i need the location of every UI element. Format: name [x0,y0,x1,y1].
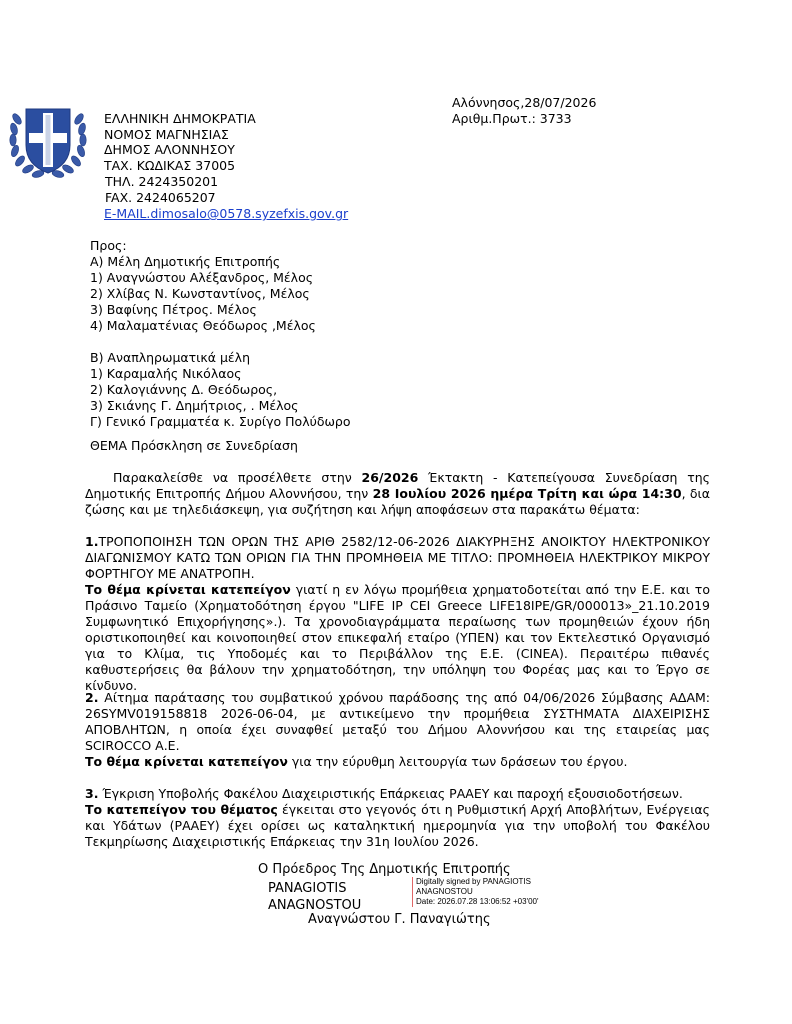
digital-signature-line: Digitally signed by PANAGIOTIS [416,877,532,886]
recipient-item: 2) Χλίβας Ν. Κωνσταντίνος, Μέλος [90,286,310,301]
header-line: FAX. 2424065207 [105,190,216,205]
recipient-item: 1) Καραμαλής Νικόλαος [90,366,242,381]
agenda-item-1 [85,534,710,582]
recipient-item: Α) Μέλη Δημοτικής Επιτροπής [90,254,281,269]
digital-signature-stamp [412,877,539,907]
item-title: ΤΡΟΠΟΠΟΙΗΣΗ ΤΩΝ ΟΡΩΝ ΤΗΣ ΑΡΙΘ 2582/12-06-2026 ΔΙΑΚΥΡΗΞΗΣ ΑΝΟΙΚΤΟΥ ΗΛΕΚΤΡΟΝΙΚΟΥ ΔΙΑΓΩΝΙΣΜΟΥ ΚΑΤΩ ΤΩΝ ΟΡΙΩΝ ΓΙΑ ΤΗΝ ΠΡΟΜΗΘΕΙΑ ΜΕ ΤΙΤΛΟ: ΠΡΟΜΗΘΕΙΑ ΗΛΕΚΤΡΙΚΟΥ ΜΙΚΡΟΥ ΦΟΡΤΗΓΟΥ ΜΕ ΑΝΑΤΡΟΠΗ. [85,534,710,581]
item-number: 3. [85,786,99,801]
header-line: ΕΛΛΗΝΙΚΗ ΔΗΜΟΚΡΑΤΙΑ [104,111,256,126]
item-title: Έγκριση Υποβολής Φακέλου Διαχειριστικής Επάρκειας ΡΑΑΕΥ και παροχή εξουσιοδοτήσεων. [98,786,683,801]
greek-coat-of-arms-icon [8,95,88,181]
item-title: Αίτημα παράτασης του συμβατικού χρόνου παράδοσης της από 04/06/2026 Σύμβασης ΑΔΑΜ: 26SYMV019158818 2026-06-04, με αντικείμενο την προμήθεια ΣΥΣΤΗΜΑΤΑ ΔΙΑΧΕΙΡΙΣΗΣ ΑΠΟΒΛΗΤΩΝ, η οποία έχει συναφθεί μεταξύ του Δήμου Αλοννήσου και της εταιρείας μας SCIROCCO Α.Ε. [85,690,710,753]
header-line: ΤΑΧ. ΚΩΔΙΚΑΣ 37005 [104,158,236,173]
agenda-item-1-urgency [85,582,710,694]
recipient-item: 4) Μαλαματένιας Θεόδωρος ,Μέλος [90,318,316,333]
printed-signer-name: Αναγνώστου Γ. Παναγιώτης [308,912,491,927]
to-label: Προς: [90,238,127,253]
item-number: 1. [85,534,99,549]
urgency-text: γιατί η εν λόγω προμήθεια χρηματοδοτείται από την Ε.Ε. και το Πράσινο Ταμείο (Χρηματοδότηση έργου "LIFE IP CEI Greece LIFE18IPE/GR/000013»_21.10.2019 Συμφωνητικό Επιχορήγησης».). Τα χρονοδιαγράμματα περαίωσης των προμηθειών έχουν ήδη οριστικοποιηθεί και κοινοποιηθεί στον επικεφαλή εταίρο (ΥΠΕΝ) και τον Εκτελεστικό Οργανισμό για το Κλίμα, τις Υποδομές και το Περιβάλλον της Ε.Ε. (CINEA). Περαιτέρω πιθανές καθυστερήσεις θα βάλουν την χρηματοδότηση, την υπόληψη του Φορέας μας και το Έργο σε κίνδυνο. [85,582,710,693]
intro-text: Έκτακτη - Κατεπείγουσα Συνεδρίαση της Δημοτικής Επιτροπής Δήμου Αλοννήσου, την [85,470,710,501]
agenda-item-2-urgency [85,754,710,770]
recipient-item: 3) Βαφίνης Πέτρος. Μέλος [90,302,257,317]
signer-name-line1: PANAGIOTIS [268,881,347,896]
item-number: 2. [85,690,99,705]
header-line: ΤΗΛ. 2424350201 [105,174,219,189]
header-line: ΔΗΜΟΣ ΑΛΟΝΝΗΣΟΥ [104,142,235,157]
intro-paragraph [85,470,710,518]
agenda-item-3-urgency [85,802,710,850]
session-datetime: 28 Ιουλίου 2026 ημέρα Τρίτη και ώρα 14:30 [372,486,682,501]
recipient-item: 1) Αναγνώστου Αλέξανδρος, Μέλος [90,270,314,285]
agenda-item-3 [85,786,710,802]
urgency-label: Το κατεπείγον του θέματος [85,802,278,817]
urgency-label: Το θέμα κρίνεται κατεπείγον [85,582,291,597]
intro-text: , δια ζώσης και με τηλεδιάσκεψη, για συζήτηση και λήψη αποφάσεων στα παρακάτω θέματα: [85,486,710,517]
recipient-item: Β) Αναπληρωματικά μέλη [90,350,251,365]
urgency-text: έγκειται στο γεγονός ότι η Ρυθμιστική Αρχή Αποβλήτων, Ενέργειας και Υδάτων (ΡΑΑΕΥ) έχει ορίσει ως καταληκτική ημερομηνία για την υποβολή του Φακέλου Τεκμηρίωσης Διαχειριστικής Επάρκειας την 31η Ιουλίου 2026. [85,802,710,849]
recipient-item: 2) Καλογιάννης Δ. Θεόδωρος, [90,382,278,397]
session-number: 26/2026 [361,470,419,485]
recipient-item: 3) Σκιάνης Γ. Δημήτριος, . Μέλος [90,398,299,413]
digital-signature-line: ANAGNOSTOU [416,887,473,896]
recipient-item: Γ) Γενικό Γραμματέα κ. Συρίγο Πολύδωρο [90,414,351,429]
place-date: Αλόννησος,28/07/2026 [452,95,597,110]
agenda-item-2 [85,690,710,754]
signature-role: Ο Πρόεδρος Της Δημοτικής Επιτροπής [258,862,511,877]
urgency-label: Το θέμα κρίνεται κατεπείγον [85,754,288,769]
urgency-text: για την εύρυθμη λειτουργία των δράσεων του έργου. [287,754,628,769]
intro-text: Παρακαλείσθε να προσέλθετε στην [113,470,362,485]
header-line: ΝΟΜΟΣ ΜΑΓΝΗΣΙΑΣ [104,127,229,142]
protocol-number: Αριθμ.Πρωτ.: 3733 [452,111,572,126]
email-link[interactable]: E-MAIL.dimosalo@0578.syzefxis.gov.gr [104,206,349,221]
signer-name-line2: ANAGNOSTOU [268,898,362,913]
subject-line: ΘΕΜΑ Πρόσκληση σε Συνεδρίαση [90,438,298,453]
digital-signature-date: Date: 2026.07.28 13:06:52 +03'00' [416,897,539,906]
